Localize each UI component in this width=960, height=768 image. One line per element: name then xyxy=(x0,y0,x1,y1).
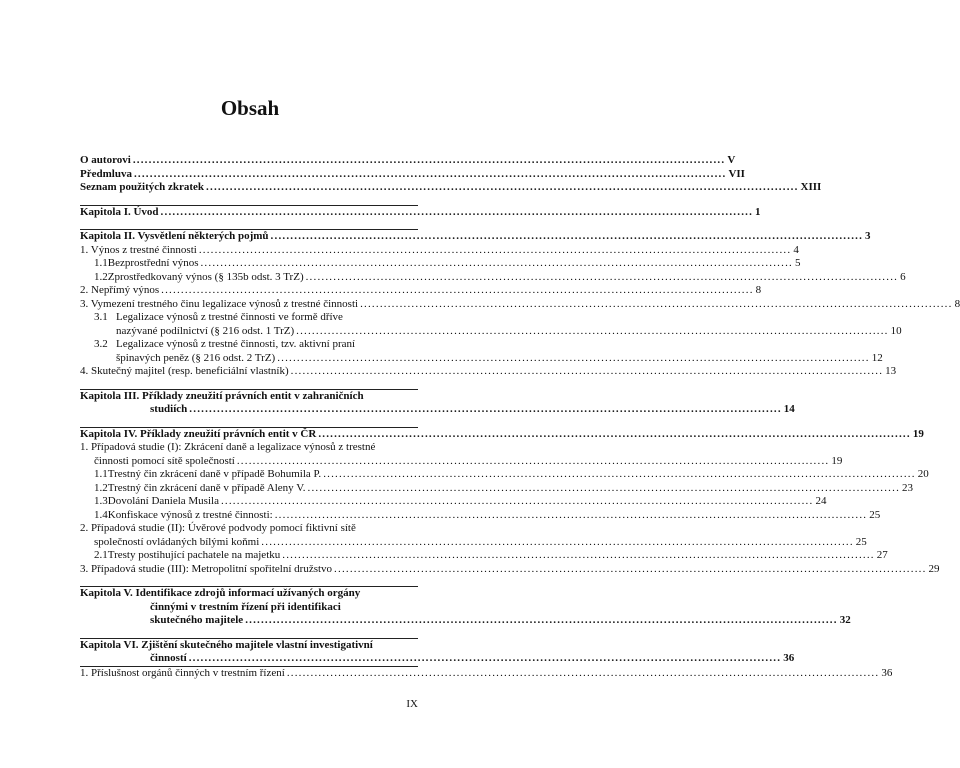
toc-subentry[interactable]: 1.3 Dovolání Daniela Musila ..... 24 xyxy=(80,495,418,509)
toc-entry[interactable]: 1. Případová studie (I): Zkrácení daně a legalizace výnosů z trestné xyxy=(80,441,376,453)
toc-entry-continued[interactable]: společností ovládaných bílými koňmi ..... 25 xyxy=(80,536,418,550)
toc-entry[interactable]: 3. Případová studie (III): Metropolitní spořitelní družstvo ..... 29 xyxy=(80,563,418,577)
table-of-contents xyxy=(80,154,960,680)
toc-chapter-5-continued[interactable]: činnými v trestním řízení při identifikaci xyxy=(150,600,341,613)
toc-entry[interactable]: 2. Případová studie (II): Úvěrové podvody pomocí fiktivní sítě xyxy=(80,522,356,534)
toc-entry[interactable]: 1. Výnos z trestné činnosti ..... 4 xyxy=(80,244,418,258)
toc-entry[interactable]: 2. Nepřímý výnos ..... 8 xyxy=(80,284,418,298)
toc-chapter-5-continued[interactable]: skutečného majitele ..... 32 xyxy=(80,614,418,628)
toc-entry-o-autorovi[interactable]: O autorovi ..... V xyxy=(80,154,418,168)
toc-subentry[interactable]: 3.2 Legalizace výnosů z trestné činnosti, tzv. aktivní praní xyxy=(94,338,356,350)
toc-entry-predmluva[interactable]: Předmluva ..... VII xyxy=(80,168,418,182)
toc-chapter-6[interactable]: Kapitola VI. Zjištění skutečného majitele vlastní investigativní xyxy=(80,638,373,651)
toc-subentry[interactable]: 2.1 Tresty postihující pachatele na majetku ..... 27 xyxy=(80,549,418,563)
toc-chapter-2[interactable]: Kapitola II. Vysvětlení některých pojmů ..... 3 xyxy=(80,230,418,244)
toc-chapter-3-continued[interactable]: studiích ..... 14 xyxy=(80,403,418,417)
toc-subentry[interactable]: 3.1 Legalizace výnosů z trestné činnosti ve formě dříve xyxy=(94,311,343,323)
toc-chapter-5[interactable]: Kapitola V. Identifikace zdrojů informací užívaných orgány xyxy=(80,587,361,599)
toc-subentry[interactable]: 1.2 Zprostředkovaný výnos (§ 135b odst. 3 TrZ) ..... 6 xyxy=(80,271,418,285)
toc-chapter-4[interactable]: Kapitola IV. Příklady zneužití právních entit v ČR ..... 19 xyxy=(80,428,418,442)
toc-subentry-continued[interactable]: nazývané podílnictví (§ 216 odst. 1 TrZ) ..... 10 xyxy=(80,325,418,339)
toc-subentry-continued[interactable]: špinavých peněz (§ 216 odst. 2 TrZ) ..... 12 xyxy=(80,352,418,366)
toc-subentry[interactable]: 1.1 Trestný čin zkrácení daně v případě Bohumila P. ..... 20 xyxy=(80,468,418,482)
toc-entry[interactable]: 3. Vymezení trestného činu legalizace výnosů z trestné činnosti ..... 8 xyxy=(80,298,418,312)
toc-chapter-1[interactable]: Kapitola I. Úvod ..... 1 xyxy=(80,206,418,220)
page-number: IX xyxy=(406,698,418,710)
page-title: Obsah xyxy=(220,96,280,120)
toc-entry-seznam-zkratek[interactable]: Seznam použitých zkratek ..... XIII xyxy=(80,181,418,195)
toc-chapter-3[interactable]: Kapitola III. Příklady zneužití právních entit v zahraničních xyxy=(80,389,364,402)
toc-subentry[interactable]: 1.4 Konfiskace výnosů z trestné činnosti: ..... 25 xyxy=(80,509,418,523)
toc-subentry[interactable]: 1.1 Bezprostřední výnos ..... 5 xyxy=(80,257,418,271)
toc-entry[interactable]: 1. Příslušnost orgánů činných v trestním řízení ..... 36 xyxy=(80,667,418,681)
toc-entry[interactable]: 4. Skutečný majitel (resp. beneficiální vlastník) ..... 13 xyxy=(80,365,418,379)
toc-chapter-6-continued[interactable]: činností ..... 36 xyxy=(80,652,418,666)
toc-entry-continued[interactable]: činnosti pomocí sítě společností ..... 19 xyxy=(80,455,418,469)
toc-subentry[interactable]: 1.2 Trestný čin zkrácení daně v případě Aleny V. ..... 23 xyxy=(80,482,418,496)
